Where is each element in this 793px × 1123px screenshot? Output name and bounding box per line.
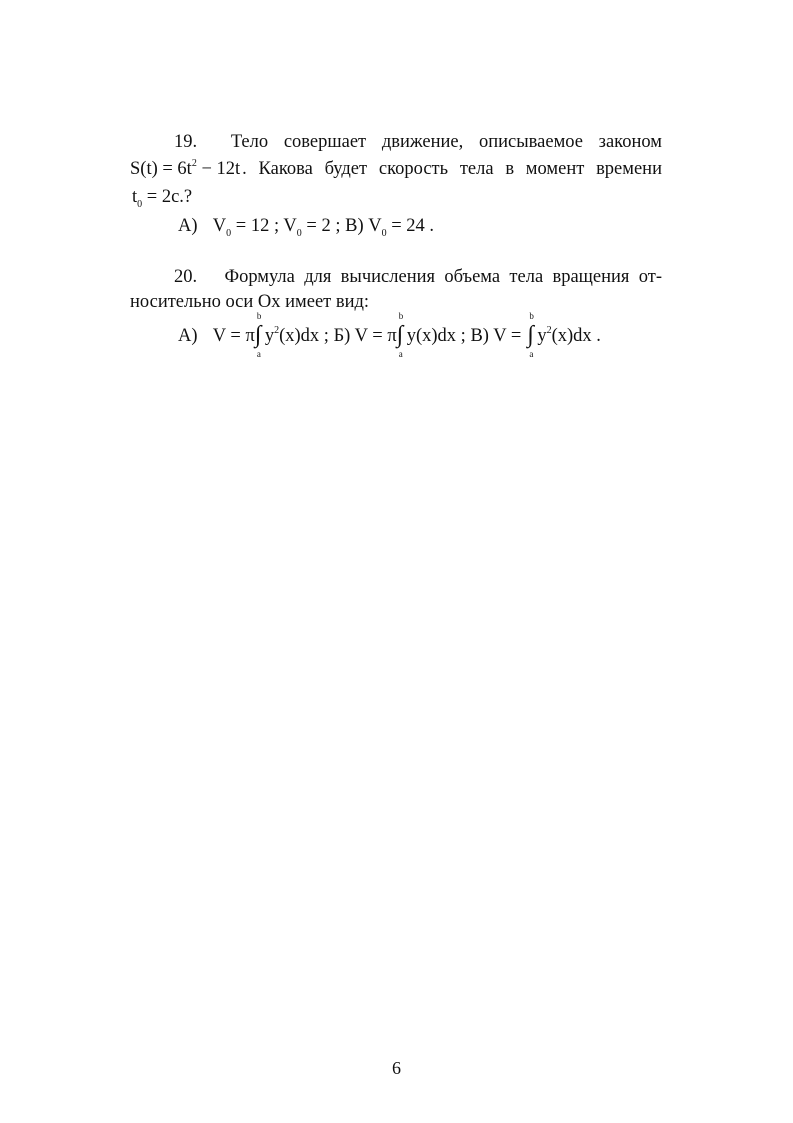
q19-text-2: . Какова будет скорость тела в момент времени bbox=[242, 159, 662, 179]
q19-option-a-label: А) bbox=[178, 216, 198, 236]
q19-line-3 bbox=[132, 186, 192, 211]
q19-law-formula: $S(t) = 6t^2 - 12t$ bbox=[130, 158, 241, 179]
q20-text-2: носительно оси Ох имеет вид: bbox=[130, 292, 370, 312]
q20-number: 20. bbox=[174, 267, 198, 287]
q19-line-2 bbox=[130, 158, 662, 183]
q20-line-2 bbox=[130, 291, 369, 313]
q20-option-a-label: А) bbox=[178, 326, 198, 346]
integral-sign-icon: b ∫ a bbox=[527, 311, 534, 359]
q19-options bbox=[178, 215, 434, 240]
q19-t0: $t_0 = 2с$.? bbox=[132, 187, 193, 210]
q19-option-c-label: В) bbox=[345, 216, 364, 236]
integral-sign-icon: b ∫ a bbox=[396, 311, 404, 359]
q20-option-b: V = π b ∫ a y(x)dx ; bbox=[354, 311, 466, 359]
q20-line-1 bbox=[130, 266, 662, 288]
q20-option-b-label: Б) bbox=[333, 326, 351, 346]
page-number: 6 bbox=[392, 1058, 401, 1078]
q20-option-c-label: В) bbox=[470, 326, 489, 346]
q20-options bbox=[178, 311, 601, 359]
q19-text-1: Тело совершает движение, описываемое законом bbox=[230, 132, 662, 152]
integral-sign-icon: b ∫ a bbox=[254, 311, 262, 359]
q19-number: 19. bbox=[174, 132, 198, 152]
q19-option-b: $V_0 = 2$ ; bbox=[283, 216, 341, 239]
q19-line-1 bbox=[130, 131, 662, 153]
q20-option-c: V = b ∫ a $y^2(x)dx$ . bbox=[493, 311, 601, 359]
q19-option-c: $V_0 = 24$ . bbox=[368, 216, 435, 239]
q20-text-1: Формула для вычисления объема тела вращения от- bbox=[224, 267, 663, 287]
q19-option-a: $V_0 = 12$ ; bbox=[212, 216, 280, 239]
q20-option-a: V = π b ∫ a $y^2(x)dx$ ; bbox=[212, 311, 329, 359]
